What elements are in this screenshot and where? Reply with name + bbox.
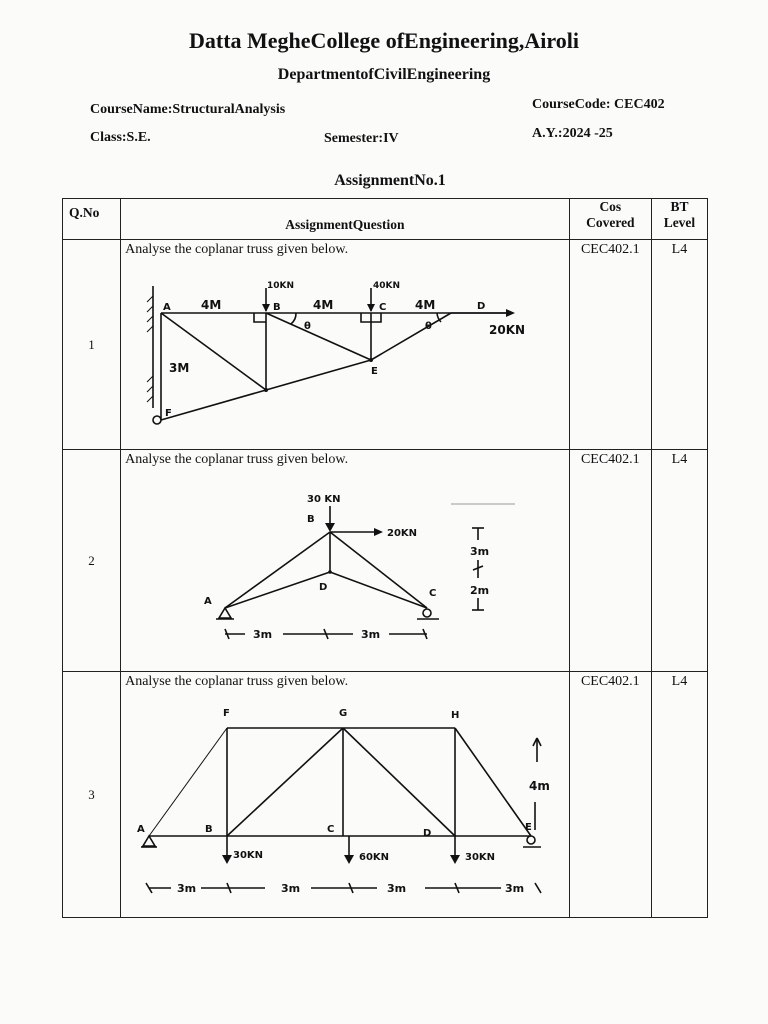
- load-label: 60KN: [359, 852, 390, 863]
- node-label: F: [165, 408, 172, 419]
- header-question: AssignmentQuestion: [121, 199, 570, 240]
- height-label: 3m: [470, 545, 490, 558]
- header-co-line1: Cos: [599, 199, 622, 214]
- college-title: Datta MegheCollege ofEngineering,Airoli: [188, 28, 580, 53]
- co-cell: CEC402.1: [569, 240, 651, 450]
- span-label: 3m: [177, 882, 197, 895]
- department-title: DepartmentofCivilEngineering: [277, 66, 491, 83]
- node-label: C: [379, 302, 387, 313]
- table-row: [63, 240, 708, 450]
- node-label: H: [451, 710, 460, 721]
- bt-cell: L4: [651, 672, 707, 918]
- bt-cell: L4: [651, 450, 707, 672]
- load-label: 30KN: [465, 852, 496, 863]
- header-qno: Q.No: [63, 199, 121, 240]
- truss-figure-2: [121, 468, 567, 668]
- span-label: 3m: [387, 882, 407, 895]
- node-label: E: [371, 366, 378, 377]
- class-label: Class:S.E.: [90, 130, 151, 145]
- co-cell: CEC402.1: [569, 450, 651, 672]
- span-label: 3m: [253, 628, 273, 641]
- span-label: 3m: [505, 882, 525, 895]
- load-label: 20KN: [387, 528, 418, 539]
- co-cell: CEC402.1: [569, 672, 651, 918]
- angle-label: θ: [425, 321, 432, 332]
- truss-figure-1: [121, 258, 567, 444]
- assignment-table: [62, 198, 708, 918]
- height-label: 4m: [529, 779, 550, 793]
- question-cell: [121, 450, 570, 672]
- load-label: 20KN: [489, 323, 526, 337]
- load-label: 30 KN: [307, 494, 341, 505]
- header-bt-line2: Level: [663, 215, 696, 230]
- header-co-line2: Covered: [586, 215, 635, 230]
- node-label: C: [327, 824, 335, 835]
- question-text: Analyse the coplanar truss given below.: [125, 242, 349, 257]
- node-label: B: [273, 302, 281, 313]
- question-text: Analyse the coplanar truss given below.: [125, 452, 349, 467]
- load-label: 10KN: [267, 281, 295, 291]
- node-label: B: [205, 824, 213, 835]
- header-bt-line1: BT: [670, 199, 689, 214]
- bt-cell: L4: [651, 240, 707, 450]
- node-label: A: [204, 596, 212, 607]
- node-label: C: [429, 588, 437, 599]
- row-number: 1: [63, 240, 121, 450]
- span-label: 3m: [281, 882, 301, 895]
- node-label: B: [307, 514, 315, 525]
- node-label: A: [137, 824, 145, 835]
- table-row: [63, 672, 708, 918]
- question-cell: [121, 240, 570, 450]
- load-label: 30KN: [233, 850, 264, 861]
- course-name: CourseName:StructuralAnalysis: [90, 102, 286, 117]
- angle-label: θ: [304, 321, 311, 332]
- load-label: 40KN: [373, 281, 401, 291]
- question-cell: [121, 672, 570, 918]
- row-number: 2: [63, 450, 121, 672]
- header-bt: [651, 199, 707, 240]
- node-label: G: [339, 708, 348, 719]
- node-label: F: [223, 708, 230, 719]
- span-label: 3m: [361, 628, 381, 641]
- header-co: [569, 199, 651, 240]
- truss-figure-3: [121, 690, 567, 914]
- height-label: 2m: [470, 584, 490, 597]
- semester-label: Semester:IV: [324, 131, 399, 146]
- table-header-row: [63, 199, 708, 240]
- table-row: [63, 450, 708, 672]
- question-text: Analyse the coplanar truss given below.: [125, 674, 349, 689]
- node-label: D: [477, 301, 486, 312]
- span-label: 4M: [313, 298, 334, 312]
- node-label: E: [525, 822, 532, 833]
- node-label: A: [163, 302, 171, 313]
- height-label: 3M: [169, 361, 190, 375]
- academic-year: A.Y.:2024 -25: [532, 126, 613, 141]
- assignment-title: AssignmentNo.1: [334, 172, 446, 189]
- row-number: 3: [63, 672, 121, 918]
- course-code: CourseCode: CEC402: [532, 97, 665, 112]
- span-label: 4M: [201, 298, 222, 312]
- span-label: 4M: [415, 298, 436, 312]
- node-label: D: [319, 582, 328, 593]
- node-label: D: [423, 828, 432, 839]
